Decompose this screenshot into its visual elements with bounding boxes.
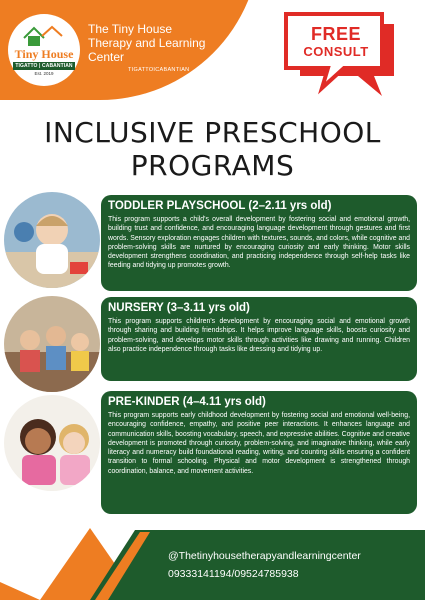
consult-line1: FREE: [310, 24, 361, 44]
title-line2: PROGRAMS: [130, 149, 295, 182]
program-card-toddler: [101, 195, 417, 291]
consult-line2: CONSULT: [303, 44, 369, 59]
prekinder-photo: [4, 395, 100, 491]
program-description: This program supports early childhood development by fostering social and emotional well-being, encouraging confidence, empathy, and positive peer interactions. It enhances language and communication skills, boosting vocabulary, speech, and expressive abilities. Cognitive and creative development is promoted through curiosity, problem-solving, and imaginative thinking, while early literacy and numeracy build foundational reading, writing, and counting skills ensuring a confident transition to formal schooling. Physical and motor development is strengthened through coordination, balance, and movement activities.: [108, 412, 410, 475]
logo-name: Tiny House: [14, 47, 74, 61]
brand-name: The Tiny House Therapy and Learning Center: [88, 22, 206, 64]
program-title: PRE-KINDER (4–4.11 yrs old): [108, 396, 266, 408]
house-icon: [20, 24, 68, 48]
program-title: TODDLER PLAYSCHOOL (2–2.11 yrs old): [108, 200, 332, 212]
title-line1: INCLUSIVE PRESCHOOL: [44, 116, 381, 149]
page-title: [0, 116, 425, 182]
program-title: NURSERY (3–3.11 yrs old): [108, 302, 250, 314]
toddler-photo: [4, 192, 100, 288]
free-consult-badge: [282, 10, 400, 98]
logo-locations: TIGATTO | CABANTIAN: [15, 63, 73, 69]
brand-sub: TIGATTOICABANTIAN: [128, 67, 190, 73]
program-card-prekinder: [101, 391, 417, 514]
logo: [8, 14, 80, 86]
program-description: This program supports a child's overall development by fostering social and emotional growth, building trust and confidence, and encouraging language development through gestures and first words. Sensory exploration engages children with textures, sounds, and colors, while cognitive and problem-solving skills are nurtured by encouraging curiosity and early thinking. Motor skills development strengthens coordination, and practicing independence through self-help tasks like feeding and tidying up promotes growth.: [108, 216, 410, 270]
program-description: This program supports children's development by encouraging social and emotional growth through sharing and building friendships. It helps improve language skills, boosts curiosity and problem-solving, and develops motor skills through activities like drawing and running. Children also practice independence through tasks like dressing and tidying up.: [108, 318, 410, 353]
program-card-nursery: [101, 297, 417, 381]
nursery-photo: [4, 296, 100, 392]
logo-established: Est. 2019: [34, 71, 54, 76]
social-handle: @Thetinyhousetherapyandlearningcenter: [168, 550, 361, 562]
phone-numbers: 09333141194/09524785938: [168, 568, 299, 580]
